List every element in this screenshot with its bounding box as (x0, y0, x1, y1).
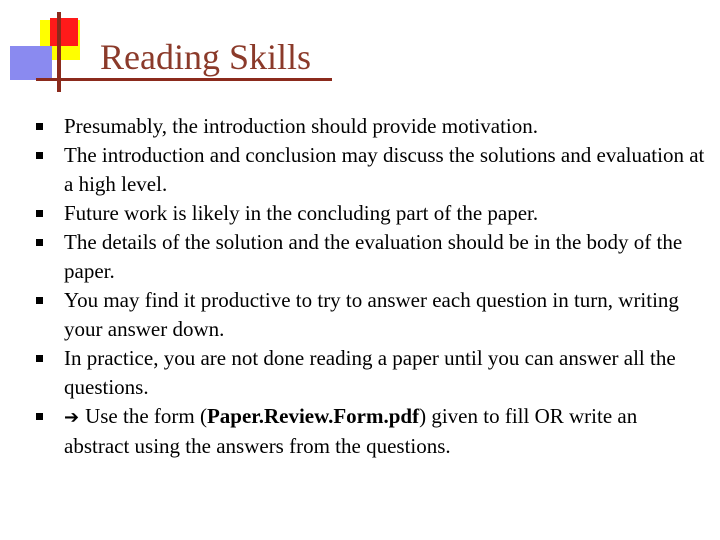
bullet-marker-icon (36, 297, 43, 304)
bullet-text: Future work is likely in the concluding part of the paper. (64, 201, 539, 225)
bullet-item (36, 228, 706, 286)
bullet-text: Presumably, the introduction should provide motivation. (64, 114, 538, 138)
bullet-marker-icon (36, 152, 43, 159)
decor-blue-square (10, 46, 52, 80)
bullet-item (36, 286, 706, 344)
bullet-item (36, 112, 706, 141)
bullet-item (36, 141, 706, 199)
right-arrow-icon: ➔ (64, 407, 80, 428)
bullet-marker-icon (36, 123, 43, 130)
bullet-marker-icon (36, 413, 43, 420)
bullet-item-form (36, 402, 706, 461)
bullet-text-after: ) given to fill OR write an abstract using the answers from the questions. (64, 404, 638, 458)
bullet-list (36, 112, 706, 461)
bullet-text: In practice, you are not done reading a paper until you can answer all the questions. (64, 346, 676, 399)
bullet-marker-icon (36, 239, 43, 246)
bullet-marker-icon (36, 355, 43, 362)
bullet-text: The details of the solution and the evaluation should be in the body of the paper. (64, 230, 683, 283)
bullet-item (36, 199, 706, 228)
bullet-text-before: Use the form ( (85, 404, 207, 428)
slide-title: Reading Skills (100, 37, 312, 77)
form-filename: Paper.Review.Form.pdf (206, 404, 420, 428)
bullet-text: The introduction and conclusion may discuss the solutions and evaluation at a high level. (64, 143, 705, 196)
bullet-text: You may find it productive to try to answer each question in turn, writing your answer down. (64, 288, 679, 341)
bullet-marker-icon (36, 210, 43, 217)
decor-red-square (50, 18, 78, 46)
bullet-item (36, 344, 706, 402)
